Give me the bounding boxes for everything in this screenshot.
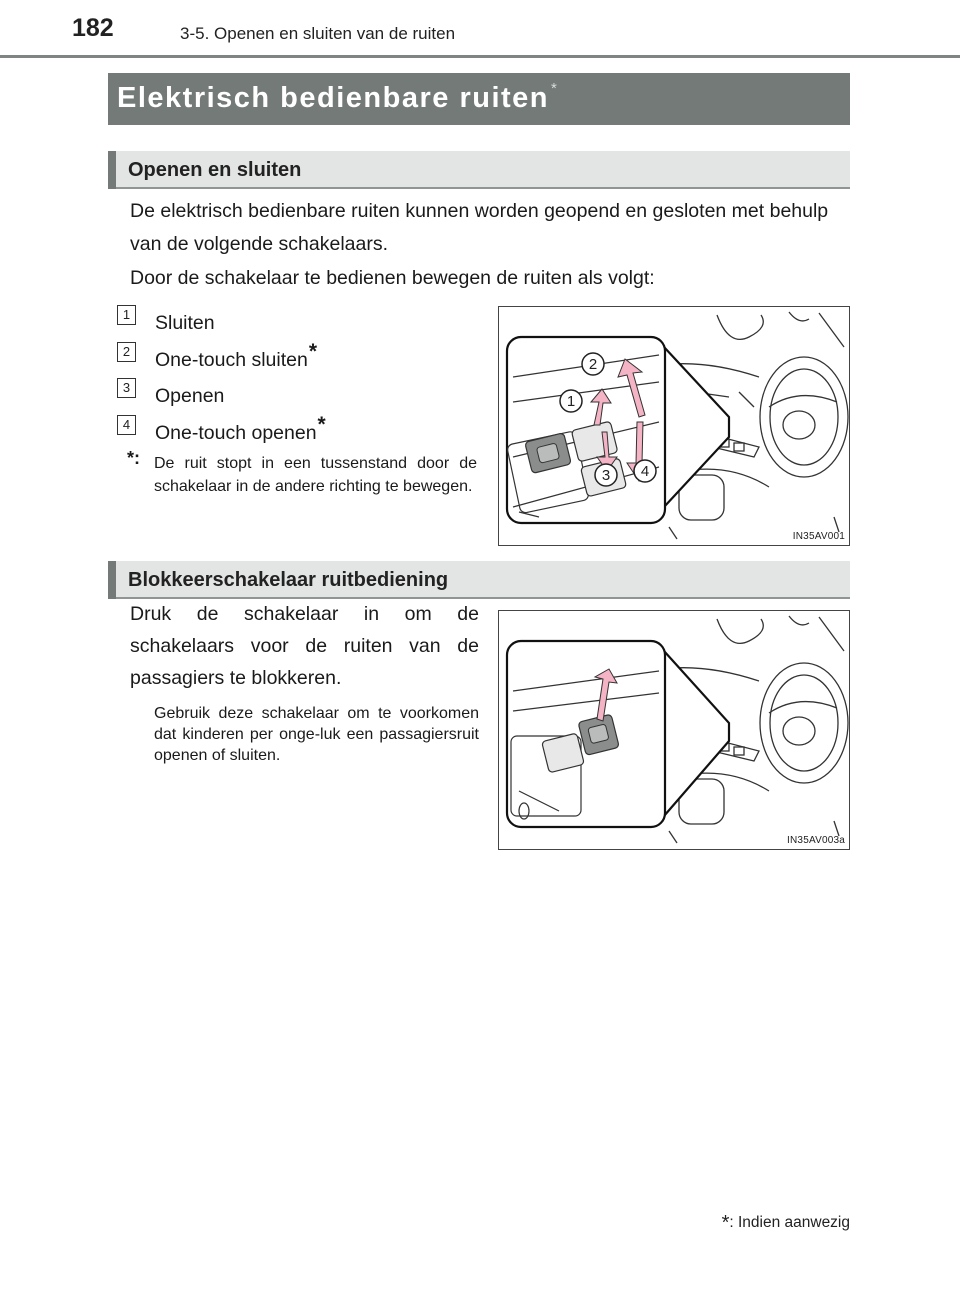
footnote-text: : Indien aanwezig: [729, 1214, 850, 1231]
page-title-text: Elektrisch bedienbare ruiten: [117, 82, 550, 114]
availability-marker: *: [551, 80, 559, 97]
footnote-marker: *: [721, 1212, 730, 1234]
item-star: *: [308, 340, 318, 363]
callout-label: 1: [566, 393, 576, 410]
section-heading-lock-switch: Blokkeerschakelaar ruitbediening: [128, 569, 449, 591]
item-number-1: 1: [117, 305, 136, 325]
figure-code: IN35AV003a: [787, 835, 845, 846]
page-number: 182: [72, 14, 114, 42]
intro-paragraph: De elektrisch bedienbare ruiten kunnen worden geopend en gesloten met behulp van de volgende schakelaars.: [130, 200, 829, 255]
lock-switch-paragraph: Druk de schakelaar in om de schakelaars voor de ruiten van de passagiers te blokkeren.: [130, 603, 479, 689]
callout-label: 3: [601, 467, 611, 484]
item-label: One-touch sluiten: [155, 349, 308, 371]
figure-lock-switch-drawing: [499, 611, 849, 849]
header-rule: [0, 55, 960, 58]
page-title: [117, 80, 558, 115]
intro-paragraph-2: Door de schakelaar te bedienen bewegen de ruiten als volgt:: [130, 267, 655, 289]
item-number-4: 4: [117, 415, 136, 435]
list-item: [155, 413, 326, 445]
item-label: One-touch openen: [155, 422, 317, 444]
footnote: [722, 1212, 850, 1235]
callout-label: 2: [588, 356, 598, 373]
figure-code: IN35AV001: [792, 531, 845, 542]
section-heading-open-close: Openen en sluiten: [128, 159, 302, 181]
note-marker: *:: [127, 448, 140, 468]
figure-lock-switch: [498, 610, 850, 850]
item-label: Sluiten: [155, 312, 215, 334]
item-number-3: 3: [117, 378, 136, 398]
note-text: De ruit stopt in een tussenstand door de schakelaar in de andere richting te bewegen.: [154, 455, 477, 495]
running-head: 3-5. Openen en sluiten van de ruiten: [180, 24, 456, 43]
item-number-2: 2: [117, 342, 136, 362]
list-item: [155, 303, 216, 335]
section-heading-bar: [108, 151, 116, 189]
callout-label: 4: [640, 463, 650, 480]
item-label: Openen: [155, 385, 225, 407]
figure-window-switch-drawing: [499, 307, 849, 545]
section-heading-bar: [108, 561, 116, 599]
item-star: *: [317, 413, 326, 436]
lock-switch-subtext: Gebruik deze schakelaar om te voorkomen dat kinderen per onge-luk een passagiersruit openen of sluiten.: [154, 705, 479, 764]
list-item: [155, 340, 317, 372]
figure-window-switch: [498, 306, 850, 546]
list-item: [155, 376, 225, 408]
